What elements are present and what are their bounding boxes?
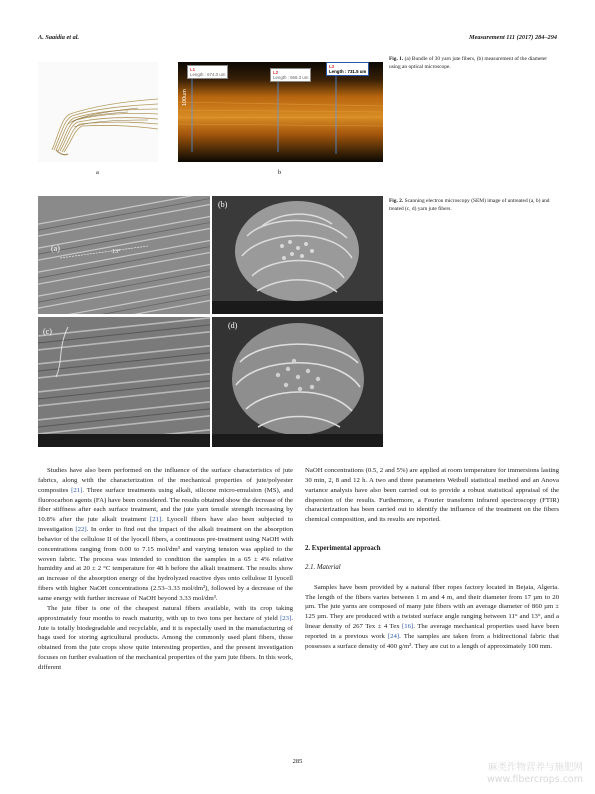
measurement-length: Length : 668.3 um <box>273 75 309 81</box>
figure-2-caption-text: Scanning electron microscopy (SEM) image of untreated (a, b) and treated (c, d) yarn jute fibers. <box>389 198 550 212</box>
figure-1b-label: b <box>278 169 282 176</box>
measurement-name: L3 <box>329 64 335 69</box>
sem-cross-section <box>212 317 383 447</box>
measurement-box-l1 <box>187 65 228 79</box>
section-heading: 2. Experimental approach <box>305 545 381 553</box>
figure-1b-microscope-image <box>178 62 383 162</box>
citation-link[interactable]: [21] <box>71 486 83 494</box>
citation-link[interactable]: [16] <box>402 623 414 631</box>
text-run: . Lyocell fibers have also been subjected to investigation <box>38 516 293 534</box>
watermark-line-1: 麻类作物营养与施肥网 <box>487 762 583 773</box>
text-run: Samples have been provided by a natural fiber ropes factory located in Bejaia, Algeria. The length of the fibers varies between 1 m and 4 m, and their diameter from 17 µm to 20 µm. The jute yarns are composed of many jute fibers with an average diameter of 860 µm ± 125 µm. They are produced with a twisted surface angle ranging between 11° and 13°, and a linear density of 267 Tex ± 4 Tex <box>305 583 559 631</box>
running-header-authors: A. Saaidia et al. <box>38 34 80 41</box>
running-header-journal: Measurement 111 (2017) 284–294 <box>469 34 557 41</box>
figure-1a-jute-bundle-photo <box>38 62 158 162</box>
panel-label-d: (d) <box>228 321 238 330</box>
measurement-name: L2 <box>273 70 279 75</box>
scale-bar-label: 100um <box>182 89 188 106</box>
text-run: . The average mechanical properties used have been reported in a previous work <box>305 623 559 640</box>
citation-link[interactable]: [23] <box>280 614 292 622</box>
measurement-length: Length : 674.0 um <box>190 72 226 78</box>
measurement-length: Length : 731.5 um <box>329 69 367 75</box>
panel-label-b: (b) <box>218 200 228 209</box>
sem-fiber-texture <box>38 196 210 314</box>
left-column <box>38 466 293 673</box>
subsection-heading: 2.1. Material <box>305 563 341 571</box>
sem-cross-section <box>212 196 383 314</box>
measurement-box-l2 <box>270 68 311 82</box>
figure-2b-sem-untreated-cross-section <box>212 196 383 314</box>
figure-2 <box>38 196 383 452</box>
figure-1 <box>38 62 383 182</box>
citation-link[interactable]: [21] <box>150 516 162 524</box>
text-run: . The samples are taken from a bidirectional fabric that possesses a surface density of 400 g/m². They are cut to a length of approximately 100 mm. <box>305 632 559 650</box>
figure-1-caption-label: Fig. 1. <box>389 56 404 62</box>
panel-label-a: (a) <box>51 244 60 253</box>
paragraph <box>38 604 293 673</box>
figure-2a-sem-untreated <box>38 196 210 314</box>
text-run: . Jute is totally biodegradable and recyclable, and it is especially used in the manufacturing of bags used for storing agricultural products. Among the commonly used plant fibers, those obtained from the jute crops show quite interesting properties, and the present investigation focuses on further evaluation of the mechanical properties of the yarn jute fibers. In this work, different <box>38 614 293 671</box>
sem-info-bar <box>212 301 383 314</box>
measurement-box-l3 <box>326 62 369 76</box>
jute-bundle-illustration <box>38 62 158 162</box>
sem-info-bar <box>38 301 210 314</box>
figure-1a-label: a <box>96 169 99 176</box>
sem-fiber-texture <box>38 317 210 447</box>
text-run: . In order to find out the impact of the alkali treatment on the absorption behavior of the cellulose II of the lyocell fibers, a continuous pre-treatment using NaOH with concentrations ranging from 0.00 to 7.15 mol/dm³ and varying tension was applied to the woven fabric. The process was intended to condition the samples in a 65 ± 4% relative humidity and at 20 ± 2 °C temperature for 48 h before the alkali treatment. The results show an increase of the absorption energy of the hydrolyzed reactive dyes onto cellulose II lyocell fibers with higher NaOH concentrations (2.53–3.33 mol/dm³), followed by a decrease of the same energy with further increase of NaOH beyond 3.33 mol/dm³. <box>38 526 293 602</box>
figure-2c-sem-treated <box>38 317 210 447</box>
citation-link[interactable]: [22] <box>75 526 87 534</box>
sem-info-bar <box>38 434 210 447</box>
measurement-name: L1 <box>190 67 196 72</box>
watermark <box>487 762 583 786</box>
figure-1-caption-text: (a) Bundle of 30 yarn jute fibers, (b) measurement of the diameter using an optical microscope. <box>389 56 548 70</box>
figure-2d-sem-treated-cross-section <box>212 317 383 447</box>
right-column <box>305 466 559 652</box>
text-run: . Three surface treatments using alkali, silicone micro-emulsion (MS), and fluorocarbon agents (FA) have been considered. The results obtained show the decrease of the fiber stiffness after each surface treatment, and the jute yarn tensile strength increasing by 10.8% after the jute alkali treatment <box>38 486 293 524</box>
sem-info-bar <box>212 434 383 447</box>
paragraph: NaOH concentrations (0.5, 2 and 5%) are applied at room temperature for immersions lasting 30 min, 2, 8 and 12 h. A two and three parameters Weibull statistical method and an Anova variance analysis have also been carried out to provide a robust statistical appraisal of the dispersion of the results. Furthermore, a Fourier transform infrared spectroscopy (FTIR) characterization has been carried out to identify the influence of the treatment on the fibers chemical composition, and its results are reported. <box>305 467 559 524</box>
watermark-line-2: www.fibercrops.com <box>486 774 583 785</box>
text-run: The jute fiber is one of the cheapest natural fibers available, with its crop taking approximately four months to reach maturity, with up to two tons per hectare of yield <box>38 604 293 622</box>
figure-2-caption-label: Fig. 2. <box>389 198 404 204</box>
figure-1-caption <box>389 56 559 71</box>
twist-angle-label: 13° <box>112 249 121 255</box>
citation-link[interactable]: [24] <box>387 632 400 640</box>
text-run: Studies have also been performed on the influence of the surface characteristics of jute fabrics, along with the characterization of the mechanical properties of jute/polyester composites <box>38 467 293 494</box>
paragraph <box>38 466 293 604</box>
panel-label-c: (c) <box>43 327 52 336</box>
paragraph <box>305 583 559 652</box>
figure-2-caption <box>389 198 559 213</box>
page-number: 285 <box>292 758 303 765</box>
